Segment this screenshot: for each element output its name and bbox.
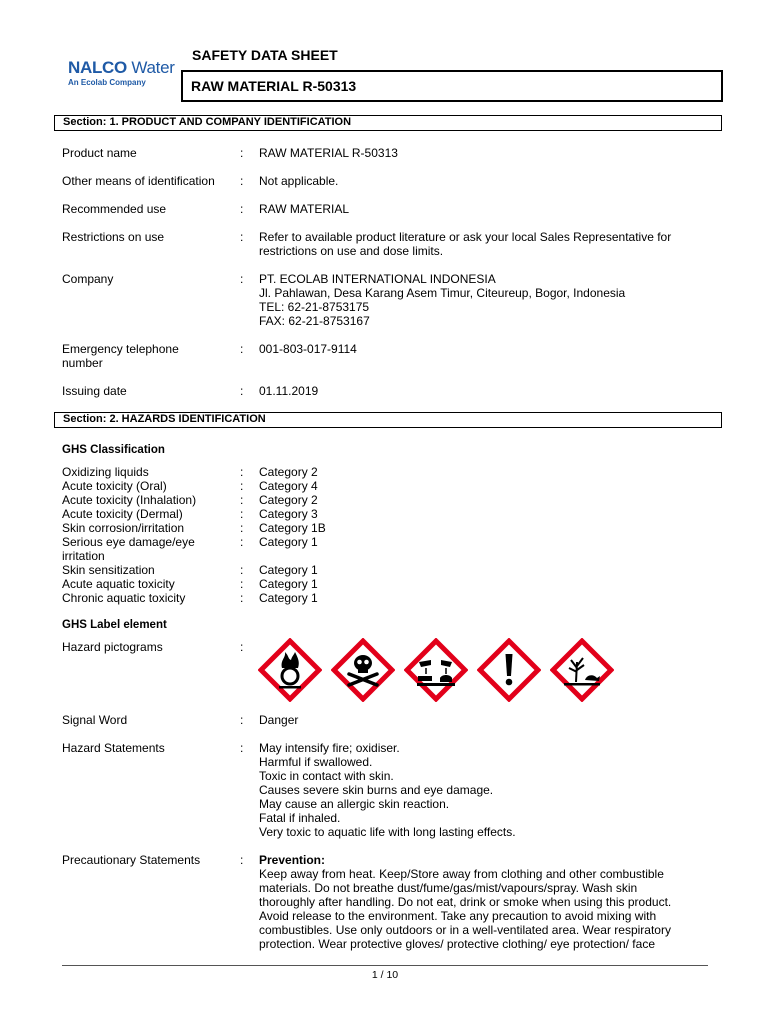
colon: : (240, 741, 244, 755)
company-value (259, 272, 625, 328)
flame-over-circle-icon (258, 638, 322, 702)
colon: : (240, 342, 244, 356)
issuing-date-value: 01.11.2019 (259, 384, 319, 398)
emergency-phone-label-line: Emergency telephone (62, 342, 179, 356)
other-means-value: Not applicable. (259, 174, 339, 188)
colon: : (240, 563, 244, 577)
company-fax: FAX: 62-21-8753167 (259, 314, 370, 328)
corrosion-icon (404, 638, 468, 702)
product-name-value: RAW MATERIAL R-50313 (259, 146, 398, 160)
classification-label: Acute toxicity (Oral) (62, 479, 167, 493)
classification-value: Category 1 (259, 563, 318, 577)
colon: : (240, 146, 244, 160)
hazard-pictograms-label: Hazard pictograms (62, 640, 163, 654)
prevention-line: materials. Do not breathe dust/fume/gas/mist/vapours/spray. Wash skin (259, 881, 638, 895)
classification-value: Category 1 (259, 577, 318, 591)
classification-colons (240, 465, 243, 605)
section-2-header (54, 412, 722, 428)
restrictions-line: restrictions on use and dose limits. (259, 244, 444, 258)
footer-divider (62, 965, 708, 966)
colon: : (240, 384, 244, 398)
classification-label: Serious eye damage/eye (62, 535, 195, 549)
nalco-water-logo: NALCO Water (68, 58, 175, 77)
colon: : (240, 272, 244, 286)
classification-label: Oxidizing liquids (62, 465, 149, 479)
classification-value: Category 1 (259, 591, 318, 605)
classification-label: Skin sensitization (62, 563, 155, 577)
classification-label: Chronic aquatic toxicity (62, 591, 186, 605)
emergency-phone-value: 001-803-017-9114 (259, 342, 357, 356)
classification-label: Acute toxicity (Dermal) (62, 507, 183, 521)
environment-icon (550, 638, 614, 702)
hazard-statement: May intensify fire; oxidiser. (259, 741, 400, 755)
exclamation-mark-icon (477, 638, 541, 702)
restrictions-line: Refer to available product literature or ask your local Sales Representative for (259, 230, 672, 244)
logo-tagline: An Ecolab Company (68, 78, 146, 87)
colon: : (240, 465, 244, 479)
hazard-statement: Toxic in contact with skin. (259, 769, 394, 783)
section-2-title: Section: 2. HAZARDS IDENTIFICATION (63, 413, 266, 425)
classification-label: Acute toxicity (Inhalation) (62, 493, 197, 507)
classification-label: Acute aquatic toxicity (62, 577, 175, 591)
hazard-statement: May cause an allergic skin reaction. (259, 797, 450, 811)
colon: : (240, 591, 244, 605)
colon: : (240, 577, 244, 591)
classification-label: Skin corrosion/irritation (62, 521, 185, 535)
colon: : (240, 535, 244, 549)
colon: : (240, 202, 244, 216)
colon: : (240, 507, 244, 521)
emergency-phone-label-line: number (62, 356, 103, 370)
ghs-label-element-title: GHS Label element (62, 619, 167, 631)
colon: : (240, 479, 244, 493)
signal-word-label: Signal Word (62, 713, 128, 727)
hazard-statement: Very toxic to aquatic life with long lasting effects. (259, 825, 516, 839)
restrictions-label: Restrictions on use (62, 230, 165, 244)
company-address: Jl. Pahlawan, Desa Karang Asem Timur, Citeureup, Bogor, Indonesia (259, 286, 626, 300)
prevention-line: Keep away from heat. Keep/Store away from clothing and other combustible (259, 867, 664, 881)
colon: : (240, 174, 244, 188)
other-means-label: Other means of identification (62, 174, 215, 188)
prevention-line: thoroughly after handling. Do not eat, drink or smoke when using this product. (259, 895, 672, 909)
issuing-date-label: Issuing date (62, 384, 127, 398)
hazard-statements-list (259, 741, 516, 839)
classification-value: Category 2 (259, 465, 318, 479)
colon: : (240, 853, 244, 867)
signal-word-value: Danger (259, 713, 299, 727)
prevention-line: combustibles. Use only outdoors or in a well-ventilated area. Wear respiratory (259, 923, 671, 937)
colon: : (240, 640, 244, 654)
colon: : (240, 230, 244, 244)
prevention-line: Avoid release to the environment. Take any precaution to avoid mixing with (259, 909, 657, 923)
colon: : (240, 713, 244, 727)
classification-value: Category 4 (259, 479, 318, 493)
restrictions-value (259, 230, 671, 258)
colon: : (240, 493, 244, 507)
company-tel: TEL: 62-21-8753175 (259, 300, 370, 314)
document-title-box (181, 70, 723, 102)
page-number: 1 / 10 (371, 969, 399, 981)
recommended-use-label: Recommended use (62, 202, 167, 216)
hazard-statement: Causes severe skin burns and eye damage. (259, 783, 494, 797)
classification-value: Category 1 (259, 535, 318, 549)
company-label: Company (62, 272, 114, 286)
section-1-header (54, 115, 722, 131)
prevention-title: Prevention: (259, 853, 326, 867)
classification-labels (62, 465, 196, 605)
recommended-use-value: RAW MATERIAL (259, 202, 350, 216)
precautionary-statements-label: Precautionary Statements (62, 853, 201, 867)
precautionary-statements (259, 853, 719, 951)
ghs-classification-title: GHS Classification (62, 444, 165, 456)
prevention-line: protection. Wear protective gloves/ protective clothing/ eye protection/ face (259, 937, 655, 951)
section-1-title: Section: 1. PRODUCT AND COMPANY IDENTIFICATION (63, 116, 352, 128)
document-type: SAFETY DATA SHEET (192, 47, 338, 63)
hazard-statement: Fatal if inhaled. (259, 811, 341, 825)
colon: : (240, 521, 244, 535)
classification-values (259, 465, 326, 605)
classification-label: irritation (62, 549, 105, 563)
document-title: RAW MATERIAL R-50313 (191, 78, 357, 94)
emergency-phone-label (62, 342, 179, 370)
classification-value: Category 3 (259, 507, 318, 521)
classification-value: Category 2 (259, 493, 318, 507)
product-name-label: Product name (62, 146, 137, 160)
skull-crossbones-icon (331, 638, 395, 702)
classification-value: Category 1B (259, 521, 326, 535)
hazard-statements-label: Hazard Statements (62, 741, 165, 755)
hazard-statement: Harmful if swallowed. (259, 755, 373, 769)
company-name: PT. ECOLAB INTERNATIONAL INDONESIA (259, 272, 496, 286)
